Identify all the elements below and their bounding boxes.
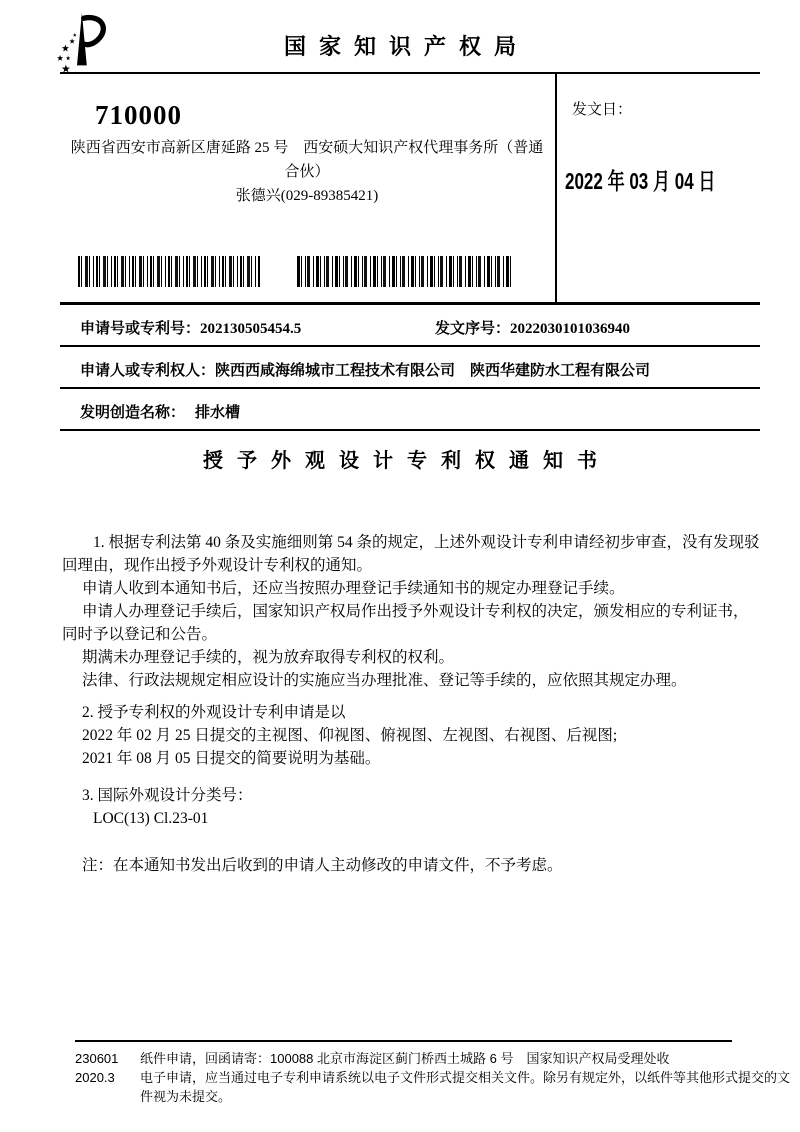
recipient-block bbox=[60, 74, 555, 302]
dispatch-date-label: 发文日： bbox=[572, 102, 633, 118]
footer-rule bbox=[75, 1040, 732, 1042]
invention-name-row bbox=[60, 389, 760, 431]
notice-body bbox=[62, 531, 762, 877]
footer-form-version: 2020.3 bbox=[75, 1070, 115, 1085]
body-paragraph-2: 申请人收到本通知书后，还应当按照办理登记手续通知书的规定办理登记手续。 bbox=[82, 580, 625, 597]
applicant-label: 申请人或专利权人： bbox=[80, 363, 216, 379]
body-paragraph-7: 2022 年 02 月 25 日提交的主视图、仰视图、俯视图、左视图、右视图、后视图; bbox=[82, 727, 618, 744]
body-paragraph-1: 1. 根据专利法第 40 条及实施细则第 54 条的规定，上述外观设计专利申请经初步审查，没有发现驳回理由，现作出授予外观设计专利权的通知。 bbox=[62, 534, 760, 574]
dispatch-date-value: 2022 年 03 月 04 日 bbox=[565, 168, 716, 194]
notice-title: 授予外观设计专利权通知书 bbox=[203, 450, 611, 472]
barcode-left-icon bbox=[78, 256, 260, 287]
recipient-address: 陕西省西安市高新区唐延路 25 号 西安硕大知识产权代理事务所（普通合伙） bbox=[70, 140, 544, 180]
agency-title: 国家知识产权局 bbox=[283, 34, 529, 59]
body-paragraph-4: 期满未办理登记手续的，视为放弃取得专利权的权利。 bbox=[82, 649, 455, 666]
applicant-value: 陕西西咸海绵城市工程技术有限公司 陕西华建防水工程有限公司 bbox=[215, 363, 651, 379]
recipient-postal-code: 710000 bbox=[95, 100, 182, 130]
dispatch-date-box bbox=[555, 74, 761, 302]
applicant-row bbox=[60, 347, 760, 389]
serial-number-value: 2022030101036940 bbox=[510, 321, 631, 337]
invention-name-value: 排水槽 bbox=[195, 405, 241, 421]
invention-name-label: 发明创造名称： bbox=[80, 405, 186, 421]
body-paragraph-9: 3. 国际外观设计分类号： bbox=[82, 787, 253, 804]
application-number-row bbox=[60, 305, 760, 347]
loc-classification: LOC(13) Cl.23-01 bbox=[93, 810, 209, 827]
body-paragraph-3: 申请人办理登记手续后，国家知识产权局作出授予外观设计专利权的决定，颁发相应的专利证书，同时予以登记和公告。 bbox=[62, 603, 749, 643]
barcode-right-icon bbox=[297, 256, 513, 287]
serial-number-label: 发文序号： bbox=[435, 321, 511, 337]
recipient-contact: 张德兴(029-89385421) bbox=[235, 188, 379, 204]
footer-paper-note: 纸件申请，回函请寄：100088 北京市海淀区蓟门桥西土城路 6 号 国家知识产权局受理处收 bbox=[140, 1051, 670, 1066]
body-paragraph-8: 2021 年 08 月 05 日提交的简要说明为基础。 bbox=[82, 750, 381, 767]
body-paragraph-5: 法律、行政法规规定相应设计的实施应当办理批准、登记等手续的，应依照其规定办理。 bbox=[82, 672, 687, 689]
address-block bbox=[60, 74, 760, 302]
footer-form-code: 230601 bbox=[75, 1051, 119, 1066]
meta-table bbox=[60, 305, 760, 431]
footer-electronic-note: 电子申请，应当通过电子专利申请系统以电子文件形式提交相关文件。除另有规定外，以纸件等其他形式提交的文件视为未提交。 bbox=[140, 1070, 791, 1104]
page-footer bbox=[75, 1040, 795, 1106]
note-paragraph: 注：在本通知书发出后收到的申请人主动修改的申请文件，不予考虑。 bbox=[82, 857, 563, 874]
body-paragraph-6: 2. 授予专利权的外观设计专利申请是以 bbox=[82, 704, 346, 721]
application-number-value: 202130505454.5 bbox=[200, 321, 302, 337]
application-number-label: 申请号或专利号： bbox=[80, 321, 201, 337]
